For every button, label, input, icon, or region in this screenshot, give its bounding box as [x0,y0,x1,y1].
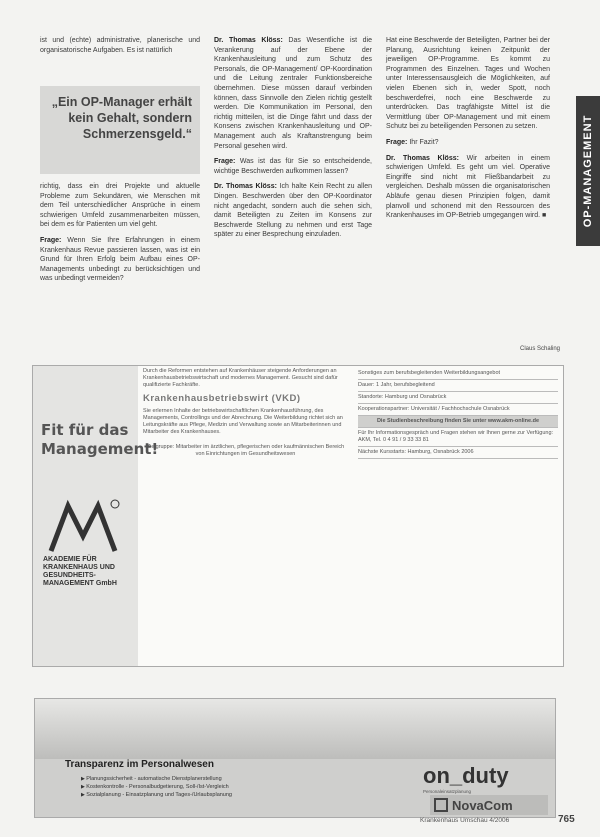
column-1-lower [40,182,200,290]
ad2-bullet: ▶ Planungssicherheit - automatische Dienstplanerstellung [81,775,381,783]
ad1-left-panel [33,366,159,666]
ad1-info-row: Für Ihr Informationsgespräch und Fragen stehen wir Ihnen gerne zur Verfügung: AKM, Tel. 0 4 91 / 9 33 33 81 [358,428,558,447]
column-3 [386,36,550,227]
ad1-body: Sie erlernen Inhalte der betriebswirtschaftlichen Krankenhausführung, des Managements, Controllings und der Abrechnung. Die Weiterbildung richtet sich an Leitungskräfte aus Pflege, Medizin und Verwaltung sowie an Mitarbeiterinnen und Mitarbeiter des Krankenhauses. [143,408,343,435]
on-duty-tagline: Personaleinsatzplanung [423,789,472,794]
author-credit: Claus Schaling [520,346,561,352]
section-tab [576,96,600,246]
ad1-headline: Fit für das Management! [41,421,159,458]
ad1-info-row: Standorte: Hamburg und Osnabrück [358,392,558,404]
advertisement-on-duty [34,698,556,818]
ad1-description [143,368,348,462]
ad1-info-row: Dauer: 1 Jahr, berufsbegleitend [358,380,558,392]
ad2-bullet: ▶ Kostenkontrolle - Personalbudgetierung, Soll-/Ist-Vergleich [81,783,381,791]
pull-quote [40,86,200,174]
ad1-targets: Zielgruppe: Mitarbeiter im ärztlichen, pflegerischen oder kaufmännischen Bereich von Einrichtungen im Gesundheitswesen [146,444,345,457]
pull-quote-text: „Ein OP-Manager erhält kein Gehalt, sondern Schmerzensgeld.“ [51,95,192,141]
column-2 [214,36,372,246]
ad2-bullet-list [81,775,381,799]
page-number: 765 [558,814,575,825]
ad2-bullet: ▶ Sozialplanung - Einsatzplanung und Tages-/Urlaubsplanung [81,791,381,799]
col2-question-2: Frage: Was ist das für Sie so entscheidende, wichtige Beschwerden aufkommen lassen? [214,158,373,175]
novacom-logo [430,795,548,815]
ad1-title: Krankenhausbetriebswirt (VKD) [143,393,301,404]
ad1-intro: Durch die Reformen entstehen auf Krankenhäuser steigende Anforderungen an Krankenhausbetriebswirtschaft und modernes Management. Gesucht sind dafür qualifizierte Fachkräfte. [143,368,338,388]
ad1-info-row: Sonstiges zum berufsbegleitenden Weiterbildungsangebot [358,368,558,380]
col2-paragraph-1: Dr. Thomas Klöss: Das Wesentliche ist die Verankerung auf der Ebene der Krankenhausleitung und zum Schutz des Personals, die OP-Management/ OP-Koordination und die Leitung zentraler Funktionsbereiche übernehmen. Diese müssen darauf verbinden können, dass Sinnvolle den Zielen richtig gestellt werden. Die Kommunikation im Personal, den richtig mitteilen, ist die Dinge fährt und dass der Konsens zwischen Krankenhausleitung und OP-Management auch als Kraftanstrengung beim Personal gesehen wird. [214,37,372,150]
ad2-title: Transparenz im Personalwesen [65,759,214,770]
akm-name: AKADEMIE FÜR KRANKENHAUS UND GESUNDHEITS-MANAGEMENT GmbH [43,556,117,587]
novacom-name: NovaCom [452,798,513,813]
col1-paragraph-2: richtig, dass ein drei Projekte und aktuelle Probleme zum Sekundären, wie Menschen mit dem Teil unterschiedlicher Ansprüche in einem schwierigen Umfeld zusammenarbeiten müssen, bei dem es für Patienten um viel geht. [40,183,200,229]
question-label: Frage: [40,236,62,244]
footer-publication: Krankenhaus Umschau 4/2006 [420,817,510,824]
akm-logo-icon [43,496,123,556]
ad1-info-row: Nächste Kursstarts: Hamburg, Osnabrück 2006 [358,447,558,459]
on-duty-brand: on_duty [423,763,509,788]
advertisement-akm [32,365,564,667]
col1-question-1: Frage: Wenn Sie Ihre Erfahrungen in einem Krankenhaus Revue passieren lassen, was ist ein Grund für Ihren Erfolg beim Aufbau eines OP-Managements unbedingt zu berücksichtigen und was unbedingt vermeiden? [40,236,200,283]
ad1-info-row: Kooperationspartner: Universität / Fachhochschule Osnabrück [358,404,558,416]
col3-paragraph-2: Dr. Thomas Klöss: Wir arbeiten in einem schwierigen Umfeld. Es geht um viel. Operative Eingriffe sind nicht mit Fließbandarbeit zu vergleichen. Deshalb müssen die organisatorischen Abläufe genau diesen Prinzipien folgen, damit planvoll und schonend mit den Ressourcen des Krankenhauses im OP-Betrieb umgegangen wird. ■ [386,154,550,220]
ad1-info-box [358,368,558,459]
col1-paragraph-1: ist und (echte) administrative, planerische und organisatorische Aufgaben. Es ist natürlich [40,37,200,54]
ad1-highlight: Die Studienbeschreibung finden Sie unter www.akm-online.de [358,416,558,428]
column-1 [40,36,200,61]
col3-question-3: Frage: Ihr Fazit? [386,138,439,146]
col3-paragraph-1: Hat eine Beschwerde der Beteiligten, Partner bei der Planung, Ausrichtung keinen Zeitpunkt der jeweiligen OP-Programme. Es kommt zu Programmen des Einzelnen. Tages und Wochen unter Interessensausgleich die Möglichkeiten, auf vielen Ebenen sich in, weder Spott, noch beschwerdefrei, noch eine Beschwerde zu unterdrücken. Das tragfähigste Mittel ist die Vermittlung über OP-Management und mit einem Schutz bei zu beteiligenden Personen zu setzen. [386,37,550,131]
ad2-photo [35,699,555,759]
novacom-icon [434,798,448,812]
section-tab-label: OP-MANAGEMENT [582,114,594,228]
on-duty-logo [423,763,543,794]
col2-paragraph-2: Dr. Thomas Klöss: Ich halte Kein Recht zu allen Dingen. Beschwerden über den OP-Koordinator nicht angedacht, sondern auch die sehen sich, damit Beteiligten zu Zeiten im Konsens zur Beschwerde Stellung zu nehmen und erst Tage später zu einer Besprechung einzuladen. [214,183,372,239]
